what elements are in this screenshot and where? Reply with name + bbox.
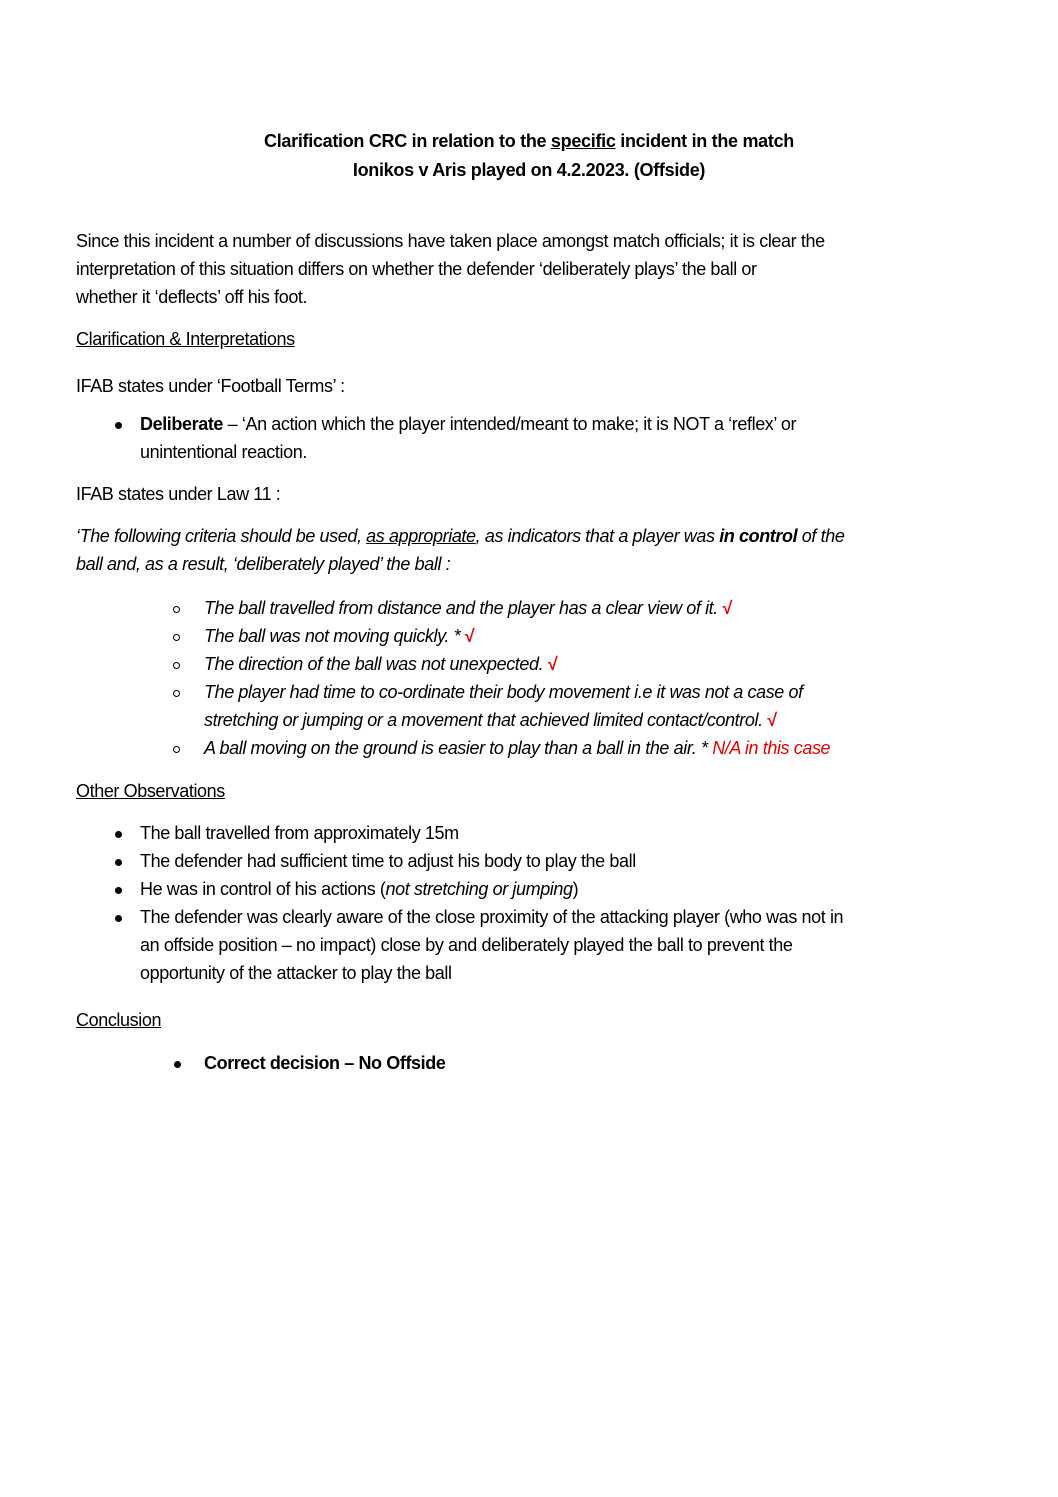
criteria-text-post: of the [797,526,845,546]
criterion-3 [204,654,557,675]
intro-line-1: Since this incident a number of discussions have taken place amongst match officials; it is clear the [76,231,825,251]
criteria-intro-line1 [76,526,844,547]
not-applicable-note: N/A in this case [712,738,831,758]
circle-bullet-icon [173,606,180,613]
document-title-line2: Ionikos v Aris played on 4.2.2023. (Offside) [352,160,706,180]
deliberate-definition-line2: unintentional reaction. [140,442,307,462]
criterion-4-line2 [204,710,777,731]
observation-text: He was in control of his actions ( [140,879,386,899]
document-title-line1 [0,131,1058,152]
deliberate-definition-line1 [140,414,796,435]
observation-4-line3: opportunity of the attacker to play the ball [140,963,452,983]
criteria-intro-line2: ball and, as a result, ‘deliberately played’ the ball : [76,554,451,574]
criterion-4-line1: The player had time to co-ordinate their body movement i.e it was not a case of [204,682,803,702]
criterion-1 [204,598,732,619]
criterion-text: The ball was not moving quickly. * [204,626,465,646]
observation-4-line1: The defender was clearly aware of the close proximity of the attacking player (who was not in [140,907,844,927]
bullet-icon [115,831,122,838]
intro-line-2: interpretation of this situation differs on whether the defender ‘deliberately plays’ the ball or [76,259,757,279]
observation-2: The defender had sufficient time to adjust his body to play the ball [140,851,636,871]
checkmark-icon: √ [722,598,732,618]
bullet-icon [174,1061,181,1068]
observation-text-post: ) [572,879,579,899]
heading-conclusion: Conclusion [76,1010,162,1030]
criteria-bold: in control [719,526,798,546]
checkmark-icon: √ [767,710,777,730]
bullet-icon [115,859,122,866]
title-text: Clarification CRC in relation to the [264,131,551,151]
conclusion-decision: Correct decision – No Offside [204,1053,446,1073]
bullet-icon [115,422,122,429]
bullet-icon [115,915,122,922]
football-terms-intro: IFAB states under ‘Football Terms’ : [76,376,345,396]
observation-4-line2: an offside position – no impact) close by and deliberately played the ball to prevent the [140,935,793,955]
circle-bullet-icon [173,690,180,697]
observation-1: The ball travelled from approximately 15m [140,823,459,843]
heading-other-observations: Other Observations [76,781,225,801]
checkmark-icon: √ [464,626,475,646]
circle-bullet-icon [173,634,180,641]
checkmark-icon: √ [547,654,558,674]
criterion-2 [204,626,474,647]
title-text-post: incident in the match [615,131,794,151]
observation-3 [140,879,578,900]
bullet-icon [115,887,122,894]
deliberate-def-text: – ‘An action which the player intended/meant to make; it is NOT a ‘reflex’ or [223,414,797,434]
heading-clarification: Clarification & Interpretations [76,329,295,349]
observation-italic: not stretching or jumping [385,879,573,899]
circle-bullet-icon [173,746,180,753]
criterion-text: stretching or jumping or a movement that achieved limited contact/control. [204,710,768,730]
circle-bullet-icon [173,662,180,669]
criteria-underlined: as appropriate [366,526,476,546]
criterion-5 [204,738,830,759]
deliberate-term: Deliberate [140,414,224,434]
criterion-text: The direction of the ball was not unexpected. [204,654,548,674]
intro-line-3: whether it ‘deflects’ off his foot. [76,287,308,307]
criteria-text-mid: , as indicators that a player was [475,526,720,546]
criterion-text: A ball moving on the ground is easier to play than a ball in the air. * [204,738,713,758]
law-intro: IFAB states under Law 11 : [76,484,281,504]
title-underlined-word: specific [550,131,616,151]
criteria-text: ‘The following criteria should be used, [76,526,367,546]
criterion-text: The ball travelled from distance and the player has a clear view of it. [204,598,723,618]
